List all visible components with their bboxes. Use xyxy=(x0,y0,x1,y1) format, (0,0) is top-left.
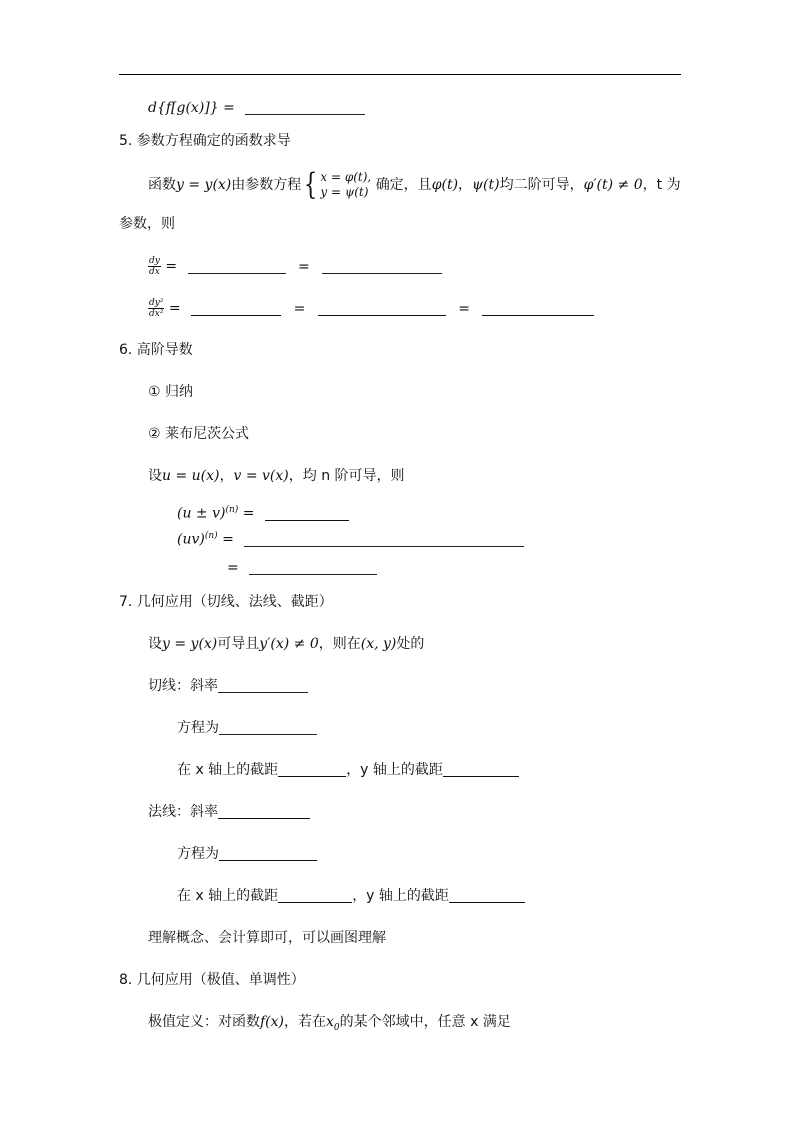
equals: = xyxy=(293,300,306,317)
superscript: (n) xyxy=(204,531,218,541)
leibniz-item: ② 莱布尼茨公式 xyxy=(148,426,250,442)
label: 方程为 xyxy=(177,846,219,862)
superscript: (n) xyxy=(225,505,239,515)
answer-blank xyxy=(191,301,281,316)
text: 由参数方程 xyxy=(231,177,302,193)
case-x: x = φ(t), xyxy=(320,170,372,184)
answer-blank xyxy=(278,888,352,903)
leibniz-premise xyxy=(148,466,405,486)
label: 在 x 轴上的截距 xyxy=(177,762,279,778)
text: 函数 xyxy=(148,177,176,193)
left-brace: { xyxy=(304,167,318,202)
answer-blank xyxy=(218,678,308,693)
equals: = xyxy=(168,300,181,317)
tangent-equation-line xyxy=(177,718,317,738)
math: y = y(x) xyxy=(162,636,218,652)
answer-blank xyxy=(322,259,442,274)
tangent-intercepts-line xyxy=(177,760,519,780)
math: φ(t) xyxy=(431,177,459,193)
equals: = xyxy=(227,560,239,576)
math: v = v(x) xyxy=(233,468,289,484)
induction-item: ① 归纳 xyxy=(148,384,194,400)
composite-differential-line xyxy=(148,98,365,118)
case-y: y = ψ(t) xyxy=(320,185,369,199)
text: 的某个邻域中，任意 x 满足 xyxy=(339,1014,511,1030)
label: 在 x 轴上的截距 xyxy=(177,888,279,904)
section-6-heading: 6. 高阶导数 xyxy=(119,342,193,358)
answer-blank xyxy=(278,762,346,777)
text: ， xyxy=(219,468,234,484)
text: 处的 xyxy=(396,636,425,652)
label: 切线：斜率 xyxy=(148,678,218,694)
section-8-heading: 8. 几何应用（极值、单调性） xyxy=(119,972,305,988)
normal-slope-line xyxy=(148,802,310,822)
parametric-continuation: 参数，则 xyxy=(119,216,175,232)
dy-dx-fraction xyxy=(148,256,161,277)
section-5-heading: 5. 参数方程确定的函数求导 xyxy=(119,133,291,149)
product-nth-derivative-line xyxy=(177,526,524,550)
text: ，t 为 xyxy=(642,177,681,193)
dy2-dx2-fraction xyxy=(148,298,164,319)
answer-blank xyxy=(245,100,365,115)
answer-blank xyxy=(482,301,594,316)
first-derivative-line xyxy=(148,256,442,277)
extremum-definition xyxy=(148,1012,511,1038)
answer-blank xyxy=(219,720,317,735)
math: y′(x) ≠ 0 xyxy=(259,636,319,652)
subscript: 0 xyxy=(333,1022,340,1033)
composite-differential-formula: d{f[g(x)]} = xyxy=(148,100,235,116)
denominator: dx xyxy=(149,267,160,277)
text: 设 xyxy=(148,636,162,652)
numerator: dy xyxy=(149,256,160,266)
section-7-heading: 7. 几何应用（切线、法线、截距） xyxy=(119,594,333,610)
answer-blank xyxy=(318,301,446,316)
tangent-premise xyxy=(148,634,424,654)
answer-blank xyxy=(443,762,519,777)
label: 法线：斜率 xyxy=(148,804,218,820)
text: 确定，且 xyxy=(375,177,432,193)
math: (x, y) xyxy=(360,636,397,652)
math: y = y(x) xyxy=(176,177,232,193)
product-continuation-line xyxy=(227,558,377,578)
label: 方程为 xyxy=(177,720,219,736)
math: (u ± v) xyxy=(177,505,226,522)
text: ，均 n 阶可导，则 xyxy=(288,468,405,484)
equals: = xyxy=(297,258,310,275)
text: ，则在 xyxy=(318,636,361,652)
parametric-cases xyxy=(320,170,371,200)
text: 可导且 xyxy=(217,636,260,652)
normal-intercepts-line xyxy=(177,886,525,906)
parametric-statement xyxy=(148,167,681,202)
equals: = xyxy=(165,258,178,275)
geometry-note: 理解概念、会计算即可，可以画图理解 xyxy=(148,930,386,946)
answer-blank xyxy=(219,846,317,861)
math: f(x) xyxy=(260,1014,285,1030)
second-derivative-line xyxy=(148,298,594,319)
answer-blank xyxy=(244,532,524,547)
text: ，若在 xyxy=(284,1014,327,1030)
normal-equation-line xyxy=(177,844,317,864)
answer-blank xyxy=(265,506,349,521)
header-rule xyxy=(119,74,681,75)
answer-blank xyxy=(188,259,286,274)
denominator: dx² xyxy=(149,309,164,319)
text: 极值定义：对函数 xyxy=(148,1014,260,1030)
answer-blank xyxy=(449,888,525,903)
answer-blank xyxy=(218,804,310,819)
math: ψ(t) xyxy=(472,177,500,193)
math: φ′(t) ≠ 0 xyxy=(583,177,643,193)
label: ，y 轴上的截距 xyxy=(352,888,449,904)
math: u = u(x) xyxy=(162,468,220,484)
text: ， xyxy=(458,177,473,193)
text: 设 xyxy=(148,468,162,484)
equals: = xyxy=(242,505,255,522)
equals: = xyxy=(458,300,470,317)
numerator: dy² xyxy=(149,298,164,308)
tangent-slope-line xyxy=(148,676,308,696)
math: x xyxy=(326,1014,334,1030)
answer-blank xyxy=(249,560,377,575)
text: 均二阶可导， xyxy=(499,177,584,193)
sum-nth-derivative-line xyxy=(177,500,349,524)
equals: = xyxy=(222,531,234,548)
label: ，y 轴上的截距 xyxy=(346,762,443,778)
math: (uv) xyxy=(177,531,205,548)
